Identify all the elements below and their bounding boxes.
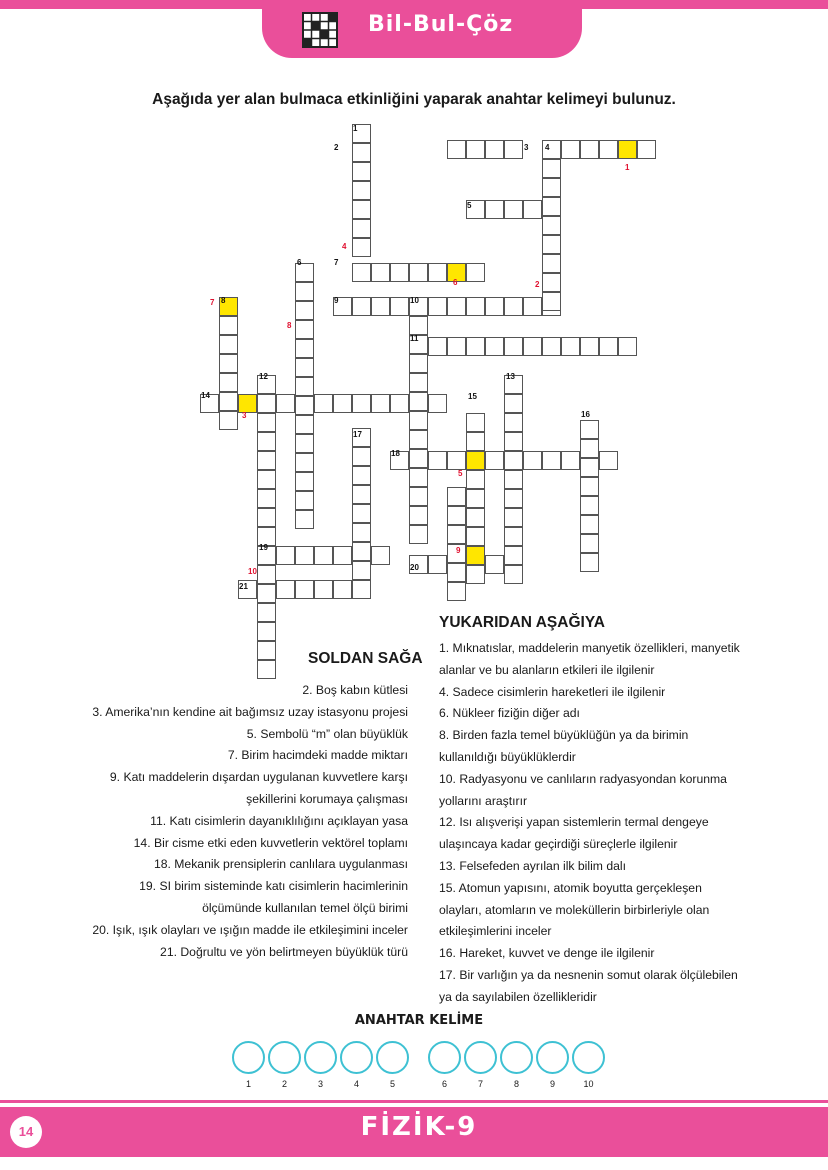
crossword-cell[interactable] — [580, 534, 599, 553]
across-clue: 20. Işık, ışık olayları ve ışığın madde ile etkileşimini inceler — [92, 922, 408, 937]
crossword-cell[interactable] — [447, 525, 466, 544]
key-letter-number: 5 — [458, 469, 463, 478]
key-letter-number: 9 — [456, 546, 461, 555]
clue-number: 18 — [391, 449, 400, 458]
crossword-cell[interactable] — [466, 140, 485, 159]
down-clue: ulaşıncaya kadar geçirdiği süreçlerle ilgilenir — [439, 837, 678, 852]
key-letter-cell[interactable] — [618, 140, 637, 159]
crossword-cell[interactable] — [466, 489, 485, 508]
crossword-cell[interactable] — [580, 140, 599, 159]
across-clue: 11. Katı cisimlerin dayanıklılığını açıklayan yasa — [150, 813, 408, 828]
answer-circle-label: 4 — [353, 1079, 359, 1089]
crossword-cell[interactable] — [523, 200, 542, 219]
down-clue: 12. Isı alışverişi yapan sistemlerin termal dengeye — [439, 815, 709, 830]
crossword-cell[interactable] — [504, 470, 523, 489]
crossword-cell[interactable] — [466, 432, 485, 451]
clue-number: 2 — [334, 143, 339, 152]
answer-key-title: ANAHTAR KELİME — [354, 1013, 484, 1028]
crossword-cell[interactable] — [428, 297, 447, 316]
clue-number: 3 — [524, 143, 529, 152]
clue-number: 7 — [334, 258, 339, 267]
key-letter-number: 2 — [535, 280, 540, 289]
answer-circle[interactable] — [376, 1041, 409, 1074]
clue-number: 6 — [297, 258, 302, 267]
section-title: Bil-Bul-Çöz — [368, 12, 514, 37]
across-clue: 19. SI birim sisteminde katı cisimlerin hacimlerinin — [139, 879, 408, 894]
crossword-cell[interactable] — [447, 506, 466, 525]
crossword-cell[interactable] — [466, 413, 485, 432]
crossword-cell[interactable] — [542, 451, 561, 470]
crossword-cell[interactable] — [466, 470, 485, 489]
answer-circle[interactable] — [500, 1041, 533, 1074]
crossword-cell[interactable] — [390, 394, 409, 413]
crossword-cell[interactable] — [333, 580, 352, 599]
crossword-cell[interactable] — [276, 394, 295, 413]
crossword-cell[interactable] — [504, 489, 523, 508]
crossword-cell[interactable] — [466, 297, 485, 316]
key-letter-cell[interactable] — [466, 451, 485, 470]
page-number: 14 — [10, 1116, 42, 1148]
crossword-cell[interactable] — [580, 477, 599, 496]
answer-circle-label: 3 — [317, 1079, 323, 1089]
down-clue: alanlar ve bu alanların etkileri ile ilgilenir — [439, 662, 655, 677]
crossword-cell[interactable] — [599, 451, 618, 470]
crossword-cell[interactable] — [295, 358, 314, 377]
crossword-cell[interactable] — [409, 373, 428, 392]
crossword-cell[interactable] — [295, 415, 314, 434]
crossword-cell[interactable] — [599, 337, 618, 356]
crossword-cell[interactable] — [580, 439, 599, 458]
crossword-cell[interactable] — [428, 263, 447, 282]
crossword-cell[interactable] — [371, 394, 390, 413]
crossword-cell[interactable] — [504, 413, 523, 432]
crossword-cell[interactable] — [352, 447, 371, 466]
crossword-cell[interactable] — [276, 580, 295, 599]
crossword-cell[interactable] — [542, 197, 561, 216]
clue-number: 12 — [259, 372, 268, 381]
answer-circle[interactable] — [536, 1041, 569, 1074]
subject-title: FİZİK-9 — [360, 1112, 478, 1142]
answer-circle[interactable] — [232, 1041, 265, 1074]
crossword-cell[interactable] — [637, 140, 656, 159]
down-clue: olayları, atomların ve moleküllerin birbirleriyle olan — [439, 902, 710, 917]
crossword-cell[interactable] — [352, 143, 371, 162]
crossword-cell[interactable] — [504, 432, 523, 451]
key-letter-cell[interactable] — [466, 546, 485, 565]
clue-number: 20 — [410, 563, 419, 572]
across-clue: 18. Mekanik prensiplerin canlılara uygulanması — [153, 857, 408, 872]
crossword-cell[interactable] — [295, 282, 314, 301]
across-clue: 3. Amerika’nın kendine ait bağımsız uzay istasyonu projesi — [92, 704, 408, 719]
crossword-cell[interactable] — [542, 273, 561, 292]
footer-divider — [0, 1100, 828, 1103]
crossword-cell[interactable] — [542, 254, 561, 273]
clue-number: 16 — [581, 410, 590, 419]
across-clue: ölçümünde kullanılan temel ölçü birimi — [202, 900, 408, 915]
crossword-cell[interactable] — [447, 487, 466, 506]
crossword-cell[interactable] — [428, 394, 447, 413]
crossword-cell[interactable] — [390, 263, 409, 282]
answer-circle-label: 5 — [389, 1079, 395, 1089]
key-letter-number: 3 — [242, 411, 247, 420]
answer-circle-label: 8 — [513, 1079, 519, 1089]
crossword-cell[interactable] — [504, 200, 523, 219]
crossword-cell[interactable] — [504, 451, 523, 470]
crossword-cell[interactable] — [295, 491, 314, 510]
down-clue: 17. Bir varlığın ya da nesnenin somut olarak ölçülebilen — [439, 967, 738, 982]
crossword-cell[interactable] — [523, 337, 542, 356]
crossword-cell[interactable] — [580, 515, 599, 534]
crossword-cell[interactable] — [352, 200, 371, 219]
crossword-cell[interactable] — [466, 337, 485, 356]
across-clue: 14. Bir cisme etki eden kuvvetlerin vektörel toplamı — [133, 835, 408, 850]
crossword-cell[interactable] — [485, 297, 504, 316]
crossword-cell[interactable] — [257, 641, 276, 660]
down-clue: 8. Birden fazla temel büyüklüğün ya da birimin — [439, 728, 689, 743]
crossword-cell[interactable] — [409, 487, 428, 506]
crossword-cell[interactable] — [409, 316, 428, 335]
crossword-cell[interactable] — [428, 451, 447, 470]
crossword-cell[interactable] — [504, 527, 523, 546]
crossword-cell[interactable] — [295, 339, 314, 358]
crossword-cell[interactable] — [295, 472, 314, 491]
crossword-cell[interactable] — [542, 159, 561, 178]
crossword-cell[interactable] — [295, 453, 314, 472]
crossword-cell[interactable] — [466, 263, 485, 282]
crossword-cell[interactable] — [219, 411, 238, 430]
crossword-cell[interactable] — [580, 337, 599, 356]
crossword-cell[interactable] — [352, 238, 371, 257]
crossword-cell[interactable] — [409, 411, 428, 430]
crossword-cell[interactable] — [504, 337, 523, 356]
answer-circle-label: 6 — [441, 1079, 447, 1089]
crossword-cell[interactable] — [352, 297, 371, 316]
crossword-cell[interactable] — [257, 603, 276, 622]
across-clue: 5. Sembolü “m” olan büyüklük — [246, 726, 408, 741]
down-clue: ya da sayılabilen özellikleridir — [439, 989, 597, 1004]
crossword-cell[interactable] — [352, 485, 371, 504]
clue-number: 15 — [468, 392, 477, 401]
across-clue-list — [8, 680, 408, 963]
crossword-cell[interactable] — [219, 392, 238, 411]
answer-circle-label: 2 — [281, 1079, 287, 1089]
crossword-cell[interactable] — [409, 263, 428, 282]
crossword-cell[interactable] — [257, 489, 276, 508]
crossword-cell[interactable] — [466, 565, 485, 584]
across-clue: 9. Katı maddelerin dışardan uygulanan kuvvetlere karşı — [109, 770, 408, 785]
crossword-cell[interactable] — [409, 525, 428, 544]
crossword-cell[interactable] — [447, 582, 466, 601]
crossword-cell[interactable] — [561, 451, 580, 470]
across-clue: 2. Boş kabın kütlesi — [302, 683, 408, 697]
crossword-cell[interactable] — [542, 337, 561, 356]
answer-circle-label: 1 — [245, 1079, 251, 1089]
crossword-cell[interactable] — [295, 396, 314, 415]
crossword-cell[interactable] — [409, 392, 428, 411]
crossword-cell[interactable] — [257, 508, 276, 527]
down-clue: 4. Sadece cisimlerin hareketleri ile ilgilenir — [439, 684, 666, 699]
clue-number: 5 — [467, 201, 472, 210]
crossword-cell[interactable] — [409, 506, 428, 525]
crossword-cell[interactable] — [257, 660, 276, 679]
crossword-cell[interactable] — [257, 622, 276, 641]
crossword-cell[interactable] — [580, 458, 599, 477]
crossword-cell[interactable] — [333, 394, 352, 413]
crossword-cell[interactable] — [599, 140, 618, 159]
clue-number: 19 — [259, 543, 268, 552]
crossword-cell[interactable] — [466, 508, 485, 527]
crossword-cell[interactable] — [295, 320, 314, 339]
crossword-cell[interactable] — [504, 297, 523, 316]
down-clue: 15. Atomun yapısını, atomik boyutta gerçekleşen — [439, 880, 702, 895]
crossword-cell[interactable] — [580, 420, 599, 439]
crossword-cell[interactable] — [504, 565, 523, 584]
crossword-cell[interactable] — [352, 561, 371, 580]
crossword-cell[interactable] — [371, 297, 390, 316]
key-letter-number: 8 — [287, 321, 292, 330]
crossword-cell[interactable] — [466, 527, 485, 546]
crossword-cell[interactable] — [523, 297, 542, 316]
clue-number: 17 — [353, 430, 362, 439]
crossword-cell[interactable] — [276, 546, 295, 565]
crossword-cell[interactable] — [504, 546, 523, 565]
crossword-cell[interactable] — [352, 466, 371, 485]
crossword-cell[interactable] — [485, 555, 504, 574]
crossword-cell[interactable] — [371, 546, 390, 565]
down-clue: kullanıldığı büyüklüklerdir — [439, 749, 576, 764]
crossword-cell[interactable] — [219, 335, 238, 354]
clue-number: 9 — [334, 296, 339, 305]
clue-number: 21 — [239, 582, 248, 591]
key-letter-number: 6 — [453, 278, 458, 287]
crossword-cell[interactable] — [352, 181, 371, 200]
clue-number: 11 — [410, 334, 419, 343]
down-clue: etkileşimlerini inceler — [439, 924, 552, 939]
answer-circle[interactable] — [428, 1041, 461, 1074]
crossword-cell[interactable] — [295, 301, 314, 320]
key-letter-cell[interactable] — [238, 394, 257, 413]
crossword-cell[interactable] — [485, 337, 504, 356]
crossword-cell[interactable] — [447, 140, 466, 159]
crossword-cell[interactable] — [542, 292, 561, 311]
crossword-cell[interactable] — [352, 542, 371, 561]
crossword-cell[interactable] — [542, 235, 561, 254]
crossword-cell[interactable] — [409, 468, 428, 487]
answer-circle[interactable] — [572, 1041, 605, 1074]
crossword-cell[interactable] — [314, 580, 333, 599]
clue-number: 8 — [221, 296, 226, 305]
down-clue-list — [439, 638, 811, 1009]
crossword-cell[interactable] — [352, 580, 371, 599]
crossword-cell[interactable] — [352, 263, 371, 282]
key-letter-number: 4 — [342, 242, 347, 251]
crossword-cell[interactable] — [523, 451, 542, 470]
crossword-cell[interactable] — [580, 553, 599, 572]
crossword-cell[interactable] — [390, 297, 409, 316]
crossword-cell[interactable] — [352, 504, 371, 523]
clue-number: 1 — [353, 124, 358, 133]
answer-circle[interactable] — [268, 1041, 301, 1074]
crossword-cell[interactable] — [257, 451, 276, 470]
crossword-cell[interactable] — [352, 394, 371, 413]
down-clue: yollarını araştırır — [439, 793, 528, 808]
crossword-cell[interactable] — [219, 373, 238, 392]
clue-number: 13 — [506, 372, 515, 381]
crossword-cell[interactable] — [504, 140, 523, 159]
crossword-cell[interactable] — [542, 216, 561, 235]
answer-circle-label: 9 — [549, 1079, 555, 1089]
answer-circle[interactable] — [304, 1041, 337, 1074]
crossword-cell[interactable] — [257, 584, 276, 603]
crossword-cell[interactable] — [257, 413, 276, 432]
crossword-cell[interactable] — [447, 563, 466, 582]
answer-circle[interactable] — [340, 1041, 373, 1074]
crossword-cell[interactable] — [428, 337, 447, 356]
crossword-cell[interactable] — [504, 394, 523, 413]
crossword-cell[interactable] — [447, 297, 466, 316]
crossword-cell[interactable] — [352, 219, 371, 238]
crossword-cell[interactable] — [295, 546, 314, 565]
crossword-cell[interactable] — [352, 162, 371, 181]
crossword-cell[interactable] — [295, 377, 314, 396]
crossword-cell[interactable] — [409, 430, 428, 449]
crossword-cell[interactable] — [447, 451, 466, 470]
crossword-cell[interactable] — [333, 546, 352, 565]
crossword-cell[interactable] — [504, 508, 523, 527]
key-letter-number: 7 — [210, 298, 215, 307]
down-heading: YUKARIDAN AŞAĞIYA — [439, 614, 605, 631]
crossword-cell[interactable] — [561, 337, 580, 356]
down-clue: 13. Felsefeden ayrılan ilk bilim dalı — [439, 858, 626, 873]
crossword-cell[interactable] — [295, 510, 314, 529]
crossword-cell[interactable] — [219, 316, 238, 335]
clue-number: 10 — [410, 296, 419, 305]
across-clue: 7. Birim hacimdeki madde miktarı — [227, 748, 408, 763]
across-heading: SOLDAN SAĞA — [308, 650, 423, 667]
crossword-cell[interactable] — [428, 555, 447, 574]
instruction-text: Aşağıda yer alan bulmaca etkinliğini yaparak anahtar kelimeyi bulunuz. — [152, 91, 676, 108]
crossword-cell[interactable] — [618, 337, 637, 356]
answer-circle-label: 10 — [583, 1079, 594, 1089]
clue-number: 14 — [201, 391, 210, 400]
down-clue: 16. Hareket, kuvvet ve denge ile ilgilenir — [439, 946, 655, 961]
crossword-cell[interactable] — [561, 140, 580, 159]
clue-number: 4 — [545, 143, 550, 152]
crossword-cell[interactable] — [542, 178, 561, 197]
crossword-cell[interactable] — [409, 449, 428, 468]
crossword-cell[interactable] — [295, 580, 314, 599]
crossword-cell[interactable] — [314, 394, 333, 413]
key-letter-number: 1 — [625, 163, 630, 172]
crossword-cell[interactable] — [485, 451, 504, 470]
crossword-cell[interactable] — [257, 432, 276, 451]
across-clue: 21. Doğrultu ve yön belirtmeyen büyüklük türü — [160, 944, 408, 959]
down-clue: 1. Mıknatıslar, maddelerin manyetik özellikleri, manyetik — [439, 641, 740, 655]
key-letter-number: 10 — [248, 567, 257, 576]
crossword-cell[interactable] — [314, 546, 333, 565]
crossword-cell[interactable] — [257, 394, 276, 413]
answer-circle[interactable] — [464, 1041, 497, 1074]
answer-circle-label: 7 — [477, 1079, 483, 1089]
crossword-cell[interactable] — [409, 354, 428, 373]
crossword-cell[interactable] — [371, 263, 390, 282]
crossword-cell[interactable] — [447, 337, 466, 356]
crossword-cell[interactable] — [485, 140, 504, 159]
crossword-cell[interactable] — [352, 523, 371, 542]
crossword-cell[interactable] — [580, 496, 599, 515]
down-clue: 10. Radyasyonu ve canlıların radyasyondan korunma — [439, 771, 727, 786]
crossword-cell[interactable] — [295, 434, 314, 453]
crossword-cell[interactable] — [485, 200, 504, 219]
crossword-cell[interactable] — [219, 354, 238, 373]
crossword-cell[interactable] — [257, 565, 276, 584]
down-clue: 6. Nükleer fiziğin diğer adı — [439, 706, 580, 721]
across-clue: şekillerini korumaya çalışması — [246, 791, 408, 806]
crossword-cell[interactable] — [257, 470, 276, 489]
